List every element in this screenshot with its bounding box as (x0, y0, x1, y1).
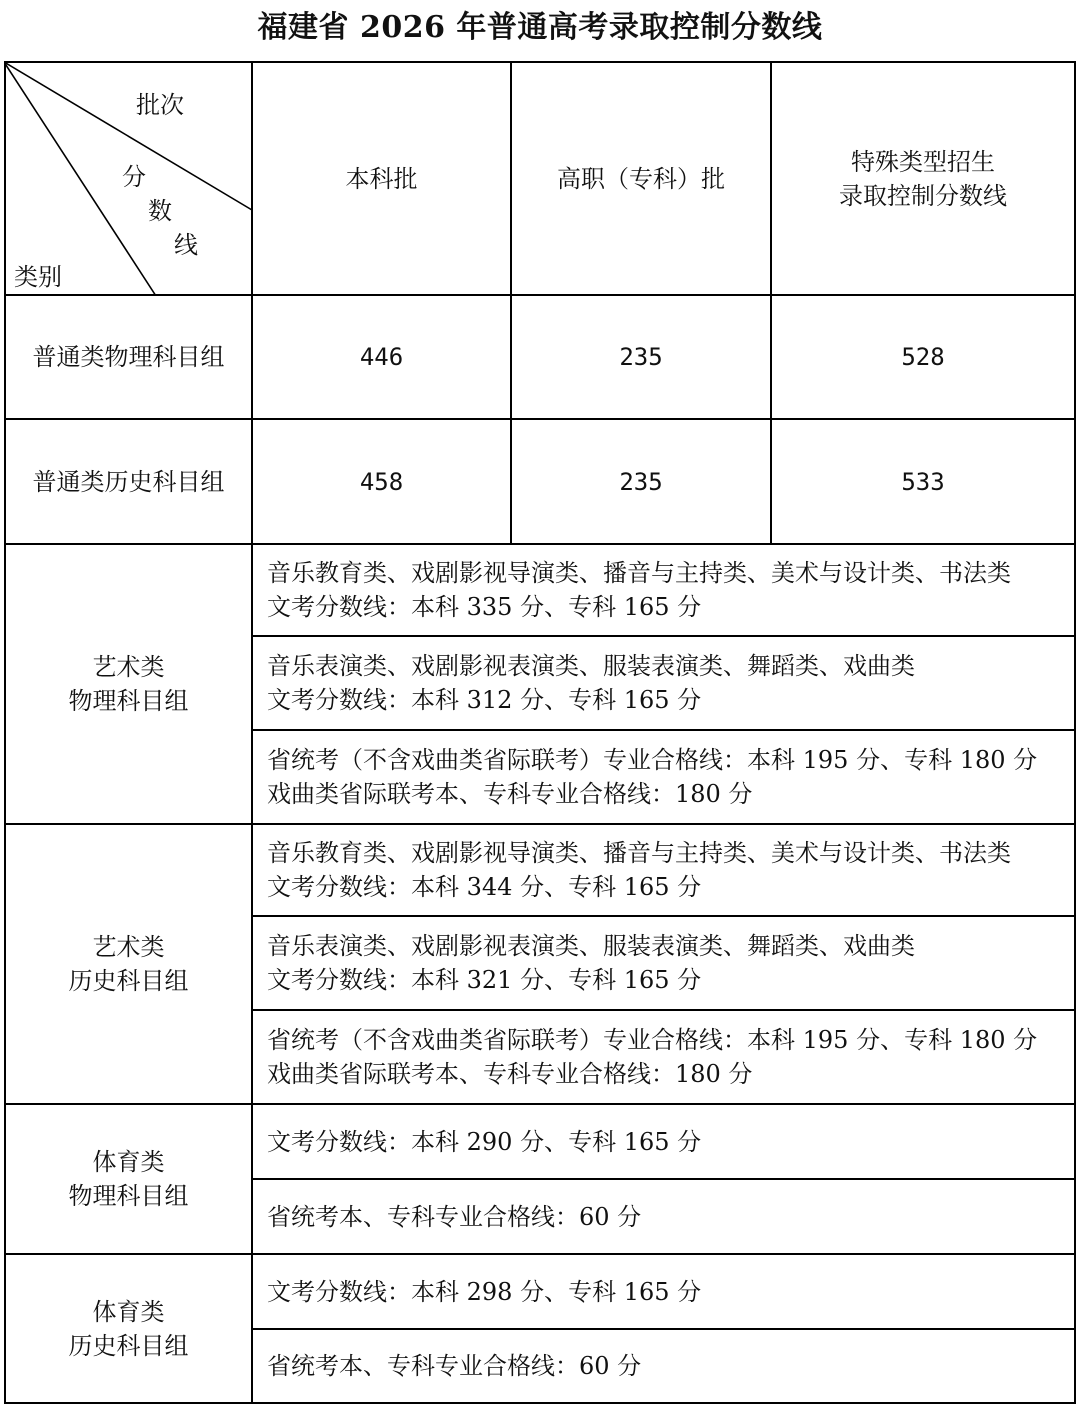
group-item (253, 1180, 1074, 1253)
group-item-line-2: 戏曲类省际联考本、专科专业合格线：180 分 (267, 780, 753, 808)
corner-label-score-3: 线 (174, 231, 198, 259)
group-label-line-2: 物理科目组 (68, 687, 189, 715)
row-label-text: 普通类历史科目组 (32, 467, 225, 496)
group-item (253, 545, 1074, 635)
group-item (253, 1330, 1074, 1402)
group-label (6, 545, 251, 823)
group-label (6, 1105, 251, 1253)
score-value: 235 (619, 467, 663, 496)
group-item (253, 1255, 1074, 1328)
group-item (253, 1105, 1074, 1178)
group-item-line-1: 音乐表演类、戏剧影视表演类、服装表演类、舞蹈类、戏曲类 (267, 652, 915, 680)
group-item (253, 1011, 1074, 1103)
group-item-line-2: 文考分数线：本科 312 分、专科 165 分 (267, 686, 702, 714)
score-value: 533 (901, 467, 945, 496)
row-label (6, 420, 251, 543)
table-cell (772, 296, 1074, 418)
score-value: 235 (619, 343, 663, 371)
group-label-line-2: 历史科目组 (68, 967, 189, 995)
group-label (6, 1255, 251, 1402)
group-item-line-1: 音乐教育类、戏剧影视导演类、播音与主持类、美术与设计类、书法类 (267, 839, 1011, 867)
header-col-undergrad (253, 63, 510, 294)
group-item-line-1: 文考分数线：本科 298 分、专科 165 分 (267, 1277, 702, 1306)
header-col-special-label-1: 特殊类型招生 (851, 147, 995, 176)
table-border-bottom (4, 1402, 1076, 1404)
header-col-special-label-2: 录取控制分数线 (839, 181, 1007, 210)
page-title: 福建省 2026 年普通高考录取控制分数线 (257, 10, 823, 45)
score-value: 528 (901, 343, 945, 371)
group-item-line-1: 省统考（不含戏曲类省际联考）专业合格线：本科 195 分、专科 180 分 (267, 746, 1038, 774)
group-item-line-1: 省统考本、专科专业合格线：60 分 (267, 1202, 642, 1231)
group-item-line-1: 文考分数线：本科 290 分、专科 165 分 (267, 1127, 702, 1156)
table-cell (772, 420, 1074, 543)
group-item-line-2: 戏曲类省际联考本、专科专业合格线：180 分 (267, 1060, 753, 1088)
group-item-line-2: 文考分数线：本科 335 分、专科 165 分 (267, 593, 702, 621)
table-cell (253, 296, 510, 418)
row-label-text: 普通类物理科目组 (32, 343, 225, 371)
score-value: 458 (359, 467, 404, 496)
corner-label-batch: 批次 (136, 91, 184, 119)
header-col-vocational (512, 63, 770, 294)
group-item-line-2: 文考分数线：本科 321 分、专科 165 分 (267, 966, 702, 994)
group-item-line-2: 文考分数线：本科 344 分、专科 165 分 (267, 873, 702, 901)
corner-label-category: 类别 (14, 263, 62, 291)
group-item (253, 917, 1074, 1009)
score-value: 446 (359, 343, 404, 371)
group-item-line-1: 音乐表演类、戏剧影视表演类、服装表演类、舞蹈类、戏曲类 (267, 932, 915, 960)
group-item-line-1: 省统考本、专科专业合格线：60 分 (267, 1352, 642, 1380)
header-col-undergrad-label: 本科批 (345, 164, 418, 193)
group-item (253, 731, 1074, 823)
table-cell (253, 420, 510, 543)
header-col-special (772, 63, 1074, 294)
group-label-line-2: 历史科目组 (68, 1331, 189, 1360)
group-label-line-1: 艺术类 (92, 933, 165, 961)
group-label-line-1: 体育类 (92, 1148, 165, 1176)
group-item-line-1: 音乐教育类、戏剧影视导演类、播音与主持类、美术与设计类、书法类 (267, 559, 1011, 587)
group-item (253, 637, 1074, 729)
header-col-vocational-label: 高职（专科）批 (557, 164, 725, 193)
corner-label-score-2: 数 (148, 197, 172, 225)
group-label-line-2: 物理科目组 (68, 1182, 189, 1210)
group-label-line-1: 体育类 (92, 1297, 165, 1326)
corner-label-score-1: 分 (122, 163, 146, 191)
group-label-line-1: 艺术类 (92, 653, 165, 681)
group-label (6, 825, 251, 1103)
group-item-line-1: 省统考（不含戏曲类省际联考）专业合格线：本科 195 分、专科 180 分 (267, 1026, 1038, 1054)
table-cell (512, 420, 770, 543)
row-label (6, 296, 251, 418)
table-border-right (1074, 61, 1076, 1404)
table-cell (512, 296, 770, 418)
group-item (253, 825, 1074, 915)
